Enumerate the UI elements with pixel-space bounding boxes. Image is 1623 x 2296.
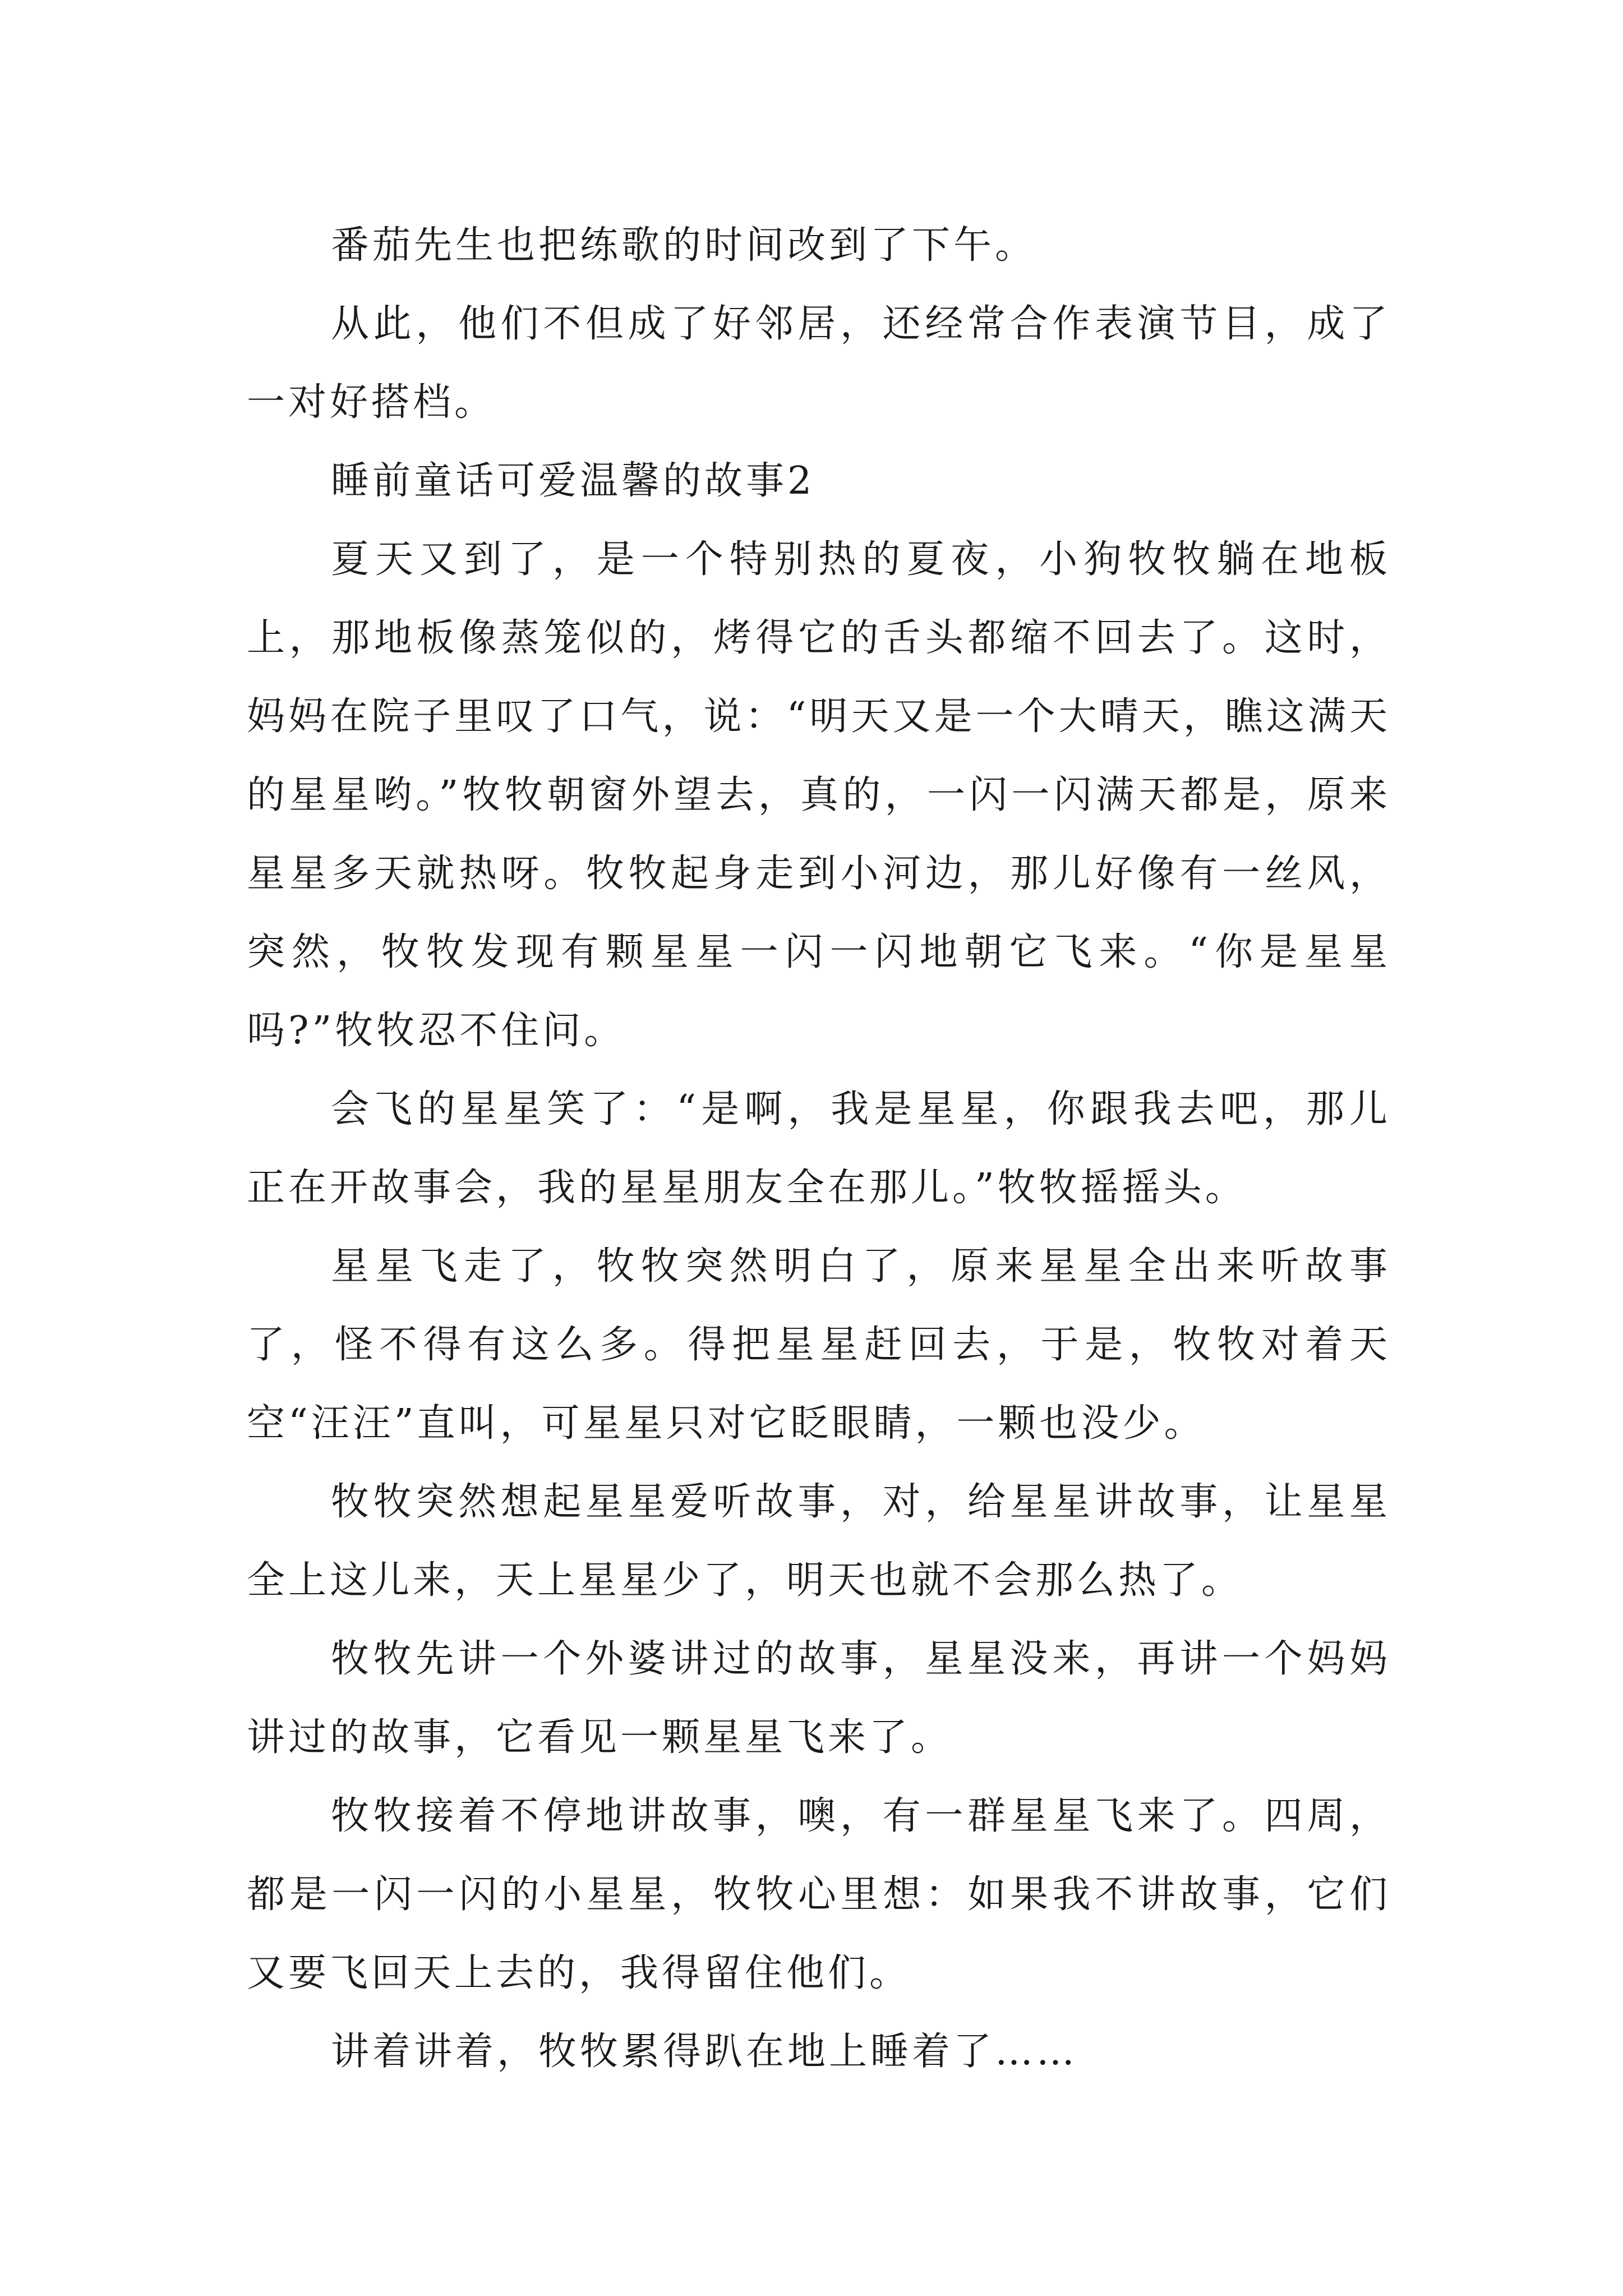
paragraph: 会飞的星星笑了：“是啊，我是星星，你跟我去吧，那儿正在开故事会，我的星星朋友全在那儿。”牧牧摇摇头。 [247,1087,1391,1210]
section-title: 睡前童话可爱温馨的故事2 [331,459,815,503]
paragraph: 牧牧先讲一个外婆讲过的故事，星星没来，再讲一个妈妈讲过的故事，它看见一颗星星飞来了。 [247,1637,1391,1760]
paragraph: 从此，他们不但成了好邻居，还经常合作表演节目，成了一对好搭档。 [247,302,1391,425]
paragraph: 牧牧接着不停地讲故事，噢，有一群星星飞来了。四周，都是一闪一闪的小星星，牧牧心里想：如果我不讲故事，它们又要飞回天上去的，我得留住他们。 [247,1794,1391,1995]
paragraph: 讲着讲着，牧牧累得趴在地上睡着了…… [331,2030,1078,2074]
paragraph: 星星飞走了，牧牧突然明白了，原来星星全出来听故事了，怪不得有这么多。得把星星赶回去，于是，牧牧对着天空“汪汪”直叫，可星星只对它眨眼睛，一颗也没少。 [247,1244,1391,1446]
paragraph: 番茄先生也把练歌的时间改到了下午。 [331,223,1037,268]
paragraph: 牧牧突然想起星星爱听故事，对，给星星讲故事，让星星全上这儿来，天上星星少了，明天也就不会那么热了。 [247,1480,1391,1603]
document-body [247,206,1391,2091]
paragraph: 夏天又到了，是一个特别热的夏夜，小狗牧牧躺在地板上，那地板像蒸笼似的，烤得它的舌头都缩不回去了。这时，妈妈在院子里叹了口气，说：“明天又是一个大晴天，瞧这满天的星星哟。”牧牧朝窗外望去，真的，一闪一闪满天都是，原来星星多天就热呀。牧牧起身走到小河边，那儿好像有一丝风，突然，牧牧发现有颗星星一闪一闪地朝它飞来。“你是星星吗?”牧牧忍不住问。 [247,537,1391,1053]
